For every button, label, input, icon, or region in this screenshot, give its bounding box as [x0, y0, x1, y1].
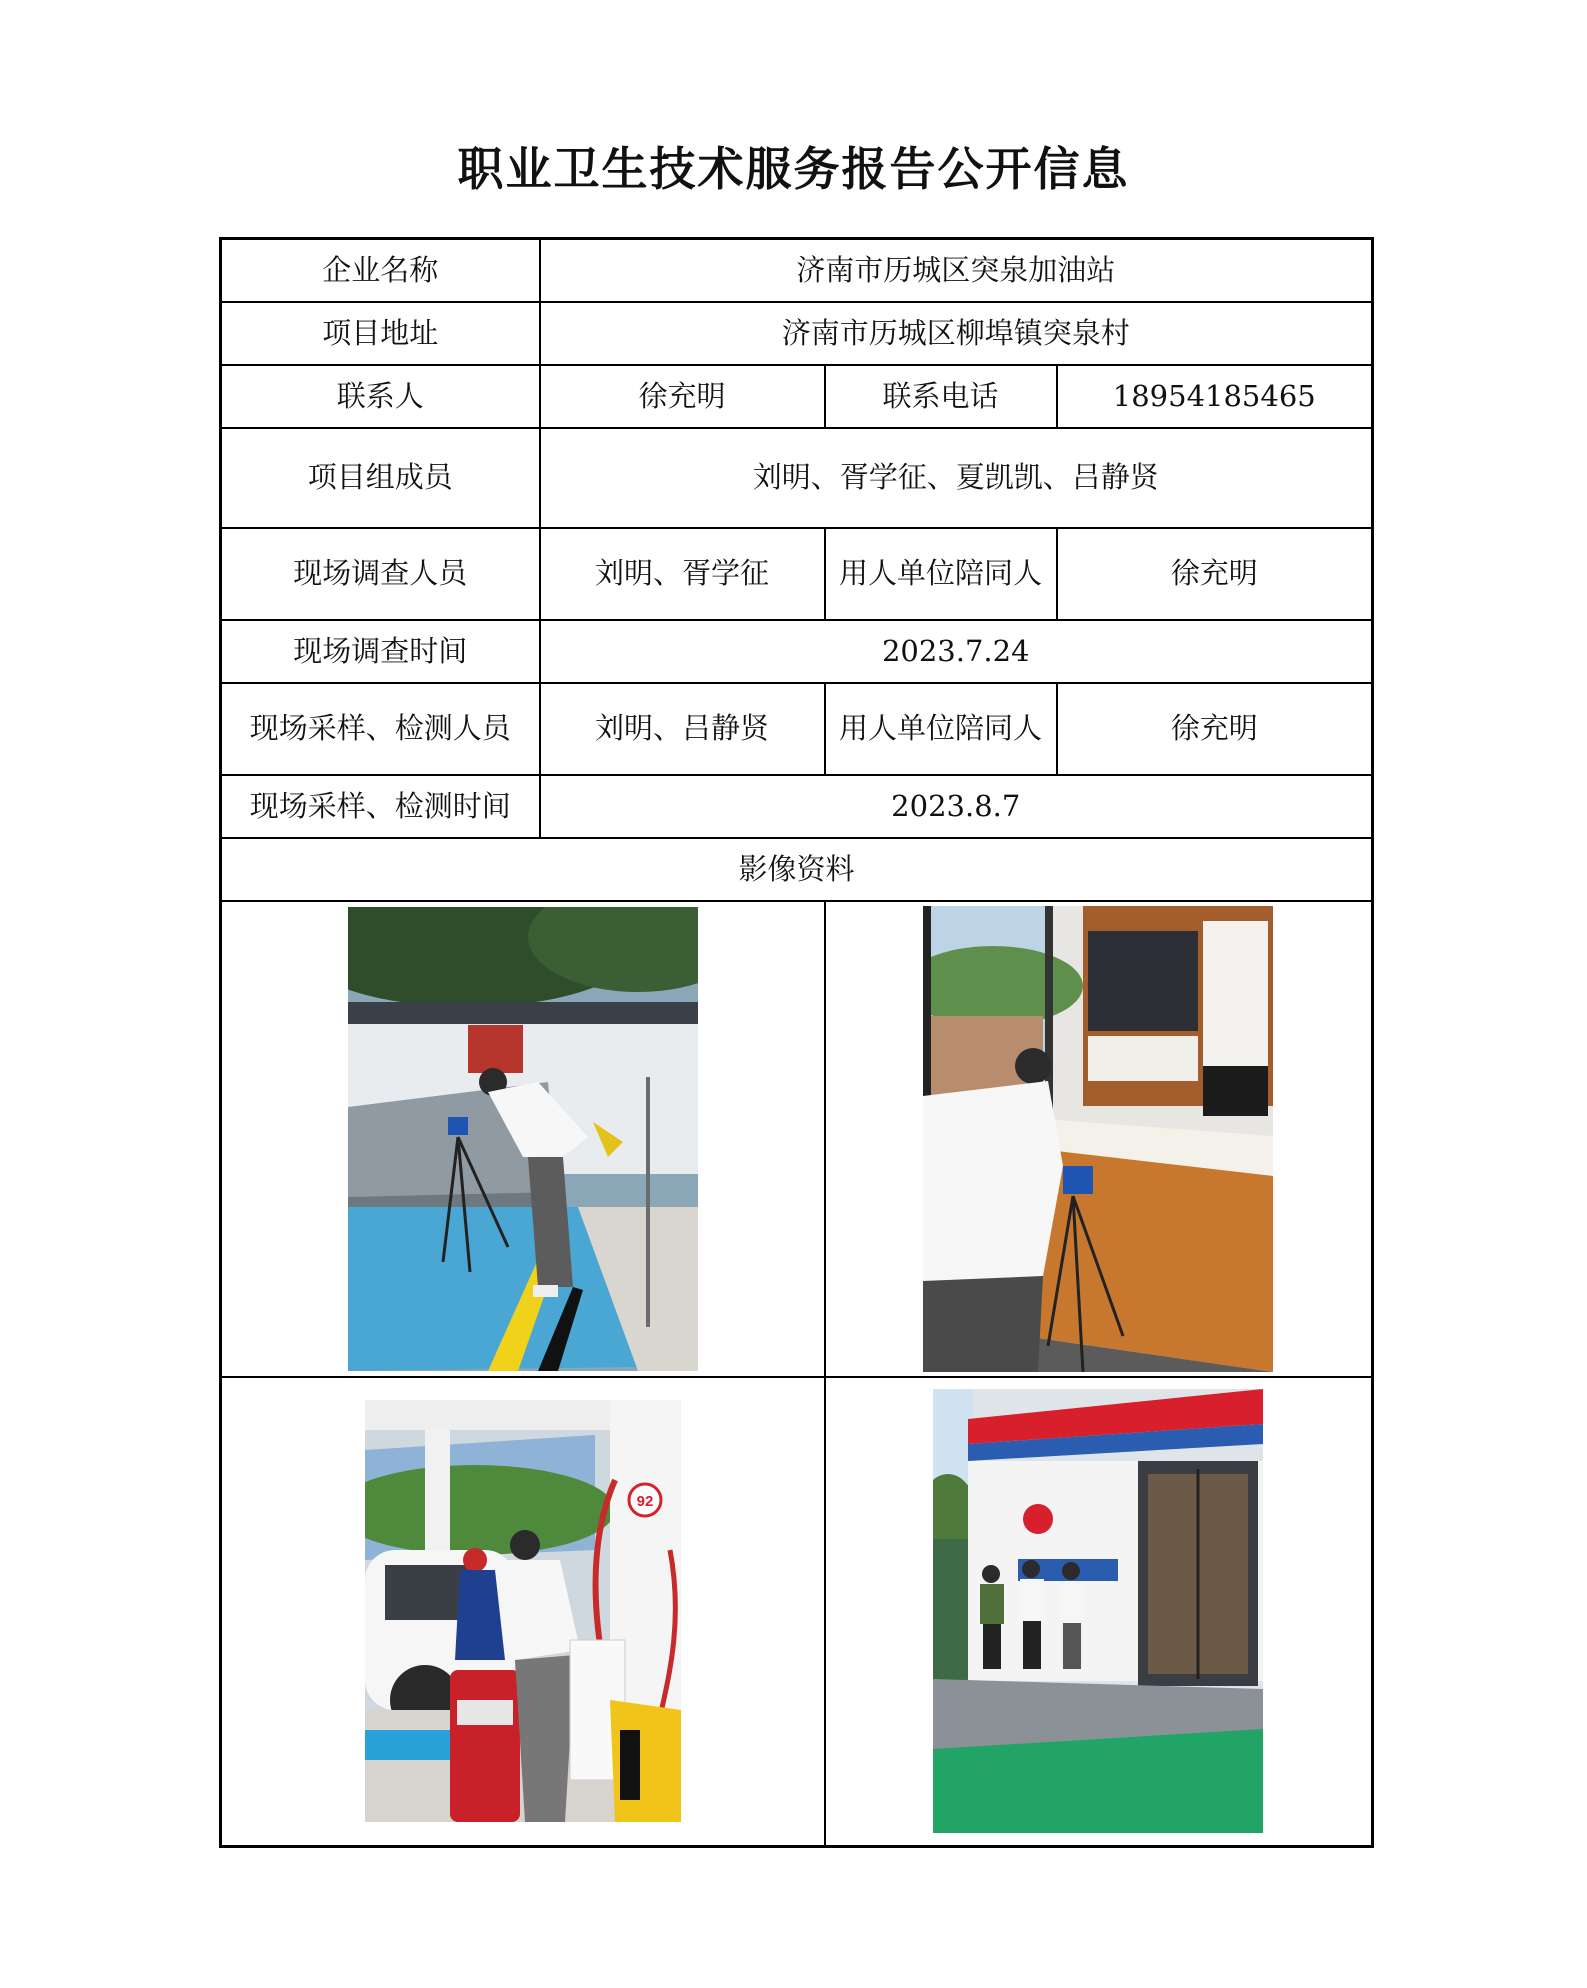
row-sampling-time — [221, 775, 1373, 838]
images-label: 影像资料 — [221, 838, 1373, 901]
address-value: 济南市历城区柳埠镇突泉村 — [540, 302, 1373, 365]
pump-number-label: 92 — [636, 1493, 654, 1510]
page-title: 职业卫生技术服务报告公开信息 — [457, 142, 1130, 196]
row-sampling-staff — [221, 683, 1373, 775]
accompany-label-1: 用人单位陪同人 — [825, 528, 1057, 620]
company-label: 企业名称 — [221, 239, 540, 302]
row-photos-1 — [221, 901, 1373, 1377]
row-photos-2 — [221, 1377, 1373, 1847]
sampling-staff-value: 刘明、吕静贤 — [540, 683, 825, 775]
sampling-time-label: 现场采样、检测时间 — [221, 775, 540, 838]
members-value: 刘明、胥学征、夏凯凯、吕静贤 — [540, 428, 1373, 528]
phone-label: 联系电话 — [825, 365, 1057, 428]
members-label: 项目组成员 — [221, 428, 540, 528]
photo-noise-measurement-counter — [923, 906, 1273, 1372]
row-members — [221, 428, 1373, 528]
phone-value: 18954185465 — [1057, 365, 1373, 428]
survey-time-value: 2023.7.24 — [540, 620, 1373, 683]
accompany-value-2: 徐充明 — [1057, 683, 1373, 775]
photo-noise-measurement-tank-area — [348, 907, 698, 1371]
address-label: 项目地址 — [221, 302, 540, 365]
survey-staff-value: 刘明、胥学征 — [540, 528, 825, 620]
photo-cell-1 — [221, 901, 825, 1377]
survey-time-label: 现场调查时间 — [221, 620, 540, 683]
sampling-staff-label: 现场采样、检测人员 — [221, 683, 540, 775]
row-contact — [221, 365, 1373, 428]
row-images-header — [221, 838, 1373, 901]
survey-staff-label: 现场调查人员 — [221, 528, 540, 620]
accompany-value-1: 徐充明 — [1057, 528, 1373, 620]
photo-cell-2 — [825, 901, 1373, 1377]
company-value: 济南市历城区突泉加油站 — [540, 239, 1373, 302]
photo-cell-4 — [825, 1377, 1373, 1847]
photo-cell-3 — [221, 1377, 825, 1847]
row-survey-time — [221, 620, 1373, 683]
sampling-time-value: 2023.8.7 — [540, 775, 1373, 838]
contact-label: 联系人 — [221, 365, 540, 428]
row-address — [221, 302, 1373, 365]
row-survey-staff — [221, 528, 1373, 620]
photo-noise-measurement-pump — [365, 1400, 681, 1822]
info-table — [219, 237, 1374, 1848]
contact-value: 徐充明 — [540, 365, 825, 428]
photo-team-at-station-entrance — [933, 1389, 1263, 1833]
accompany-label-2: 用人单位陪同人 — [825, 683, 1057, 775]
row-company — [221, 239, 1373, 302]
